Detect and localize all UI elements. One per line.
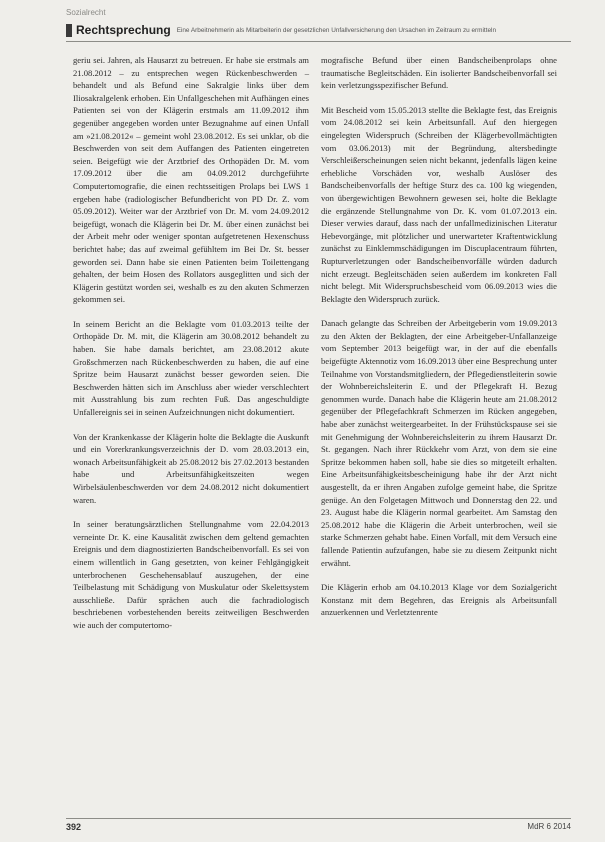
right-column <box>321 54 557 631</box>
paragraph: mografische Befund über einen Bandscheibenprolaps ohne traumatische Begleitschäden. Ein isolierter Bandscheibenvorfall sei kein verletzungsspezifischer Befund. <box>321 55 557 91</box>
running-header <box>66 22 571 38</box>
header-bar-marker <box>66 24 72 37</box>
paragraph: Die Klägerin erhob am 04.10.2013 Klage vor dem Sozialgericht Konstanz mit dem Begehren, das Ereignis als Arbeitsunfall anzuerkennen und Verletztenrente <box>321 582 557 618</box>
page-number: 392 <box>66 822 82 832</box>
footer-rule <box>66 818 571 819</box>
paragraph: Von der Krankenkasse der Klägerin holte die Beklagte die Auskunft und ein Vorerkrankungsverzeichnis der D. vom 28.03.2013 ein, wonach Arbeitsunfähigkeit ab 25.08.2012 bis 27.02.2013 bestanden habe und Arbeitsunfähigkeitszeiten wegen Wirbelsäulenbeschwerden vor dem 24.08.2012 nicht dokumentiert waren. <box>73 431 309 505</box>
header-title: Rechtsprechung <box>76 23 171 37</box>
paragraph: In seinem Bericht an die Beklagte vom 01.03.2013 teilte der Orthopäde Dr. M. mit, die Klägerin am 30.08.2012 behandelt zu haben. Sie habe damals berichtet, am 23.08.2012 akute Großschmerzen nach Rückenbeschwerden zu haben, die auf eine Spritze beim Hausarzt zunächst besser geworden seien. Die Beschwerden hätten sich im Anschluss aber wieder verschlechtert mit Ausstrahlung bis zum rechten Fuß. Das angeschuldigte Unfallereignis sei in seinen Aufzeichnungen nicht dokumentiert. <box>73 318 309 418</box>
paragraph: geriu sei. Jahren, als Hausarzt zu betreuen. Er habe sie erstmals am 21.08.2012 – zu entsprechen wegen Rückenbeschwerden – behandelt und als Befund eine Sakralgie links über dem Iliosakralgelenk erhoben. Ein Unfallgeschehen mit Aufhängen eines Patienten sei von der Klägerin erstmals am 11.09.2012 ihm gegenüber angegeben worden unter Bezugnahme auf einen Unfall am »21.08.2012« – gemeint wohl 23.08.2012. Es sei unklar, ob die Beschwerden von seit dem Auffangen des Patienten eingetreten seien. Beigefügt wie der Arztbrief des Orthopäden Dr. M. vom 17.09.2012 über die am 04.09.2012 durchgeführte Computertomografie, die einen rechtsseitigen Prolaps bei LWS 1 ergeben habe (radiologischer Befundbericht von PD Dr. Z. vom 05.09.2012). Weiter war der Arztbrief von Dr. M. vom 24.09.2012 beigefügt, wonach die Klägerin bei Dr. M. über einen zunächst bei der Arbeit mehr oder weniger spontan aufgetretenen Hexenschuss berichtet habe; das auf zweimal gefühltem im Bei Dr. St. besser geworden sei. Dann habe sie einen Patienten beim Toilettengang gehalten, der beim Hosen des Rollators ausgeglitten und sich der Klägerin gestützt worden sei, weshalb es zu den akuten Schmerzen gekommen sei. <box>73 55 309 305</box>
paragraph: Danach gelangte das Schreiben der Arbeitgeberin vom 19.09.2013 zu den Akten der Beklagten, der eine Arbeitgeber-Unfallanzeige vom September 2013 beigefügt war, in der auf die ebenfalls beigefügte Aktennotiz vom 16.09.2013 über eine Besprechung unter Teilnahme von Vorstandsmitgliedern, der Pflegedienstleiterin sowie der Wohnbereichsleiterin E. und der Pflegekraft H. Bezug genommen wurde. Danach habe die Klägerin heute am 21.08.2012 gegenüber der Pflegefachkraft Schmerzen im Rücken angegeben, habe aber zunächst weitergearbeitet. In der Frühstückspause sei sie mit Genehmigung der Wohnbereichsleiterin zu ihrem Hausarzt Dr. St. gegangen. Nach ihrer Rückkehr vom Arzt, von dem sie eine Spritze bekommen haben soll, habe sie dies so mitgeteilt erhalten. Eine Arbeitsunfähigkeitsbescheinigung habe ihr der Arzt nicht ausgestellt, da er ihren Angaben zufolge gemeint habe, die Spritze genüge. An den Folgetagen Mittwoch und Donnerstag den 22. und 23. August habe die Klägerin normal gearbeitet. Am Samstag den 25.08.2012 habe die Klägerin die Arbeit unterbrochen, weil sie starke Schmerzen gehabt habe. Einen Vorfall, mit dem Versuch eine fallende Patientin aufzufangen, habe sie zu diesem Zeitpunkt nicht erwähnt. <box>321 318 557 568</box>
header-rule <box>66 41 571 42</box>
header-subtitle: Eine Arbeitnehmerin als Mitarbeiterin der gesetzlichen Unfallversicherung den Ursachen im Zeitraum zu ermitteln <box>176 26 497 34</box>
left-column <box>73 54 309 644</box>
paragraph: In seiner beratungsärztlichen Stellungnahme vom 22.04.2013 verneinte Dr. K. eine Kausalität zwischen dem geltend gemachten Ereignis und dem diagnostizierten Bandscheibenvorfall. Es sei von einem willentlich in Gang gesetzten, von keiner Fehlgängigkeit unterbrochenen Geschehensablauf auszugehen, der eine Teilbelastung mit Schädigung von Muskulatur oder Skelettsystem ausschließe. Dafür sprächen auch die fachradiologisch beschriebenen vorbestehenden bereits zeitweiligen Beschwerden wie auch der computertomo- <box>73 519 309 630</box>
journal-issue: MdR 6 2014 <box>527 822 571 831</box>
paragraph: Mit Bescheid vom 15.05.2013 stellte die Beklagte fest, das Ereignis vom 24.08.2012 sei kein Arbeitsunfall. Auf den hiergegen eingelegten Widerspruch (Schreiben der Klägerbevollmächtigten vom 03.06.2013) mit der Begründung, altersbedingte Verschleißerscheinungen seien nicht bekannt, jedenfalls lägen keine erhebliche Vorschäden vor, weshalb Auslöser des Bandscheibenvorfalls der heftige Sturz des ca. 100 kg wiegenden, von übergewichtigen Bewohnern gewesen sei, holte die Beklagte die ergänzende Stellungnahme von Dr. K. vom 01.07.2013 ein. Dieser verwies darauf, dass nach der unfallmedizinischen Literatur Hebevorgänge, mit plötzlicher und unerwarteter Kraftentwicklung zunächst zu Einklemmschädigungen im Discuplacentraum führten, Rupturverletzungen oder Bandscheibenvorfälle würden dadurch nicht erzeugt. Begleitschäden seien außerdem im konkreten Fall nicht belegt. Mit Widerspruchsbescheid vom 06.09.2013 wies die Beklagte den Widerspruch zurück. <box>321 104 557 304</box>
section-label: Sozialrecht <box>66 8 106 17</box>
